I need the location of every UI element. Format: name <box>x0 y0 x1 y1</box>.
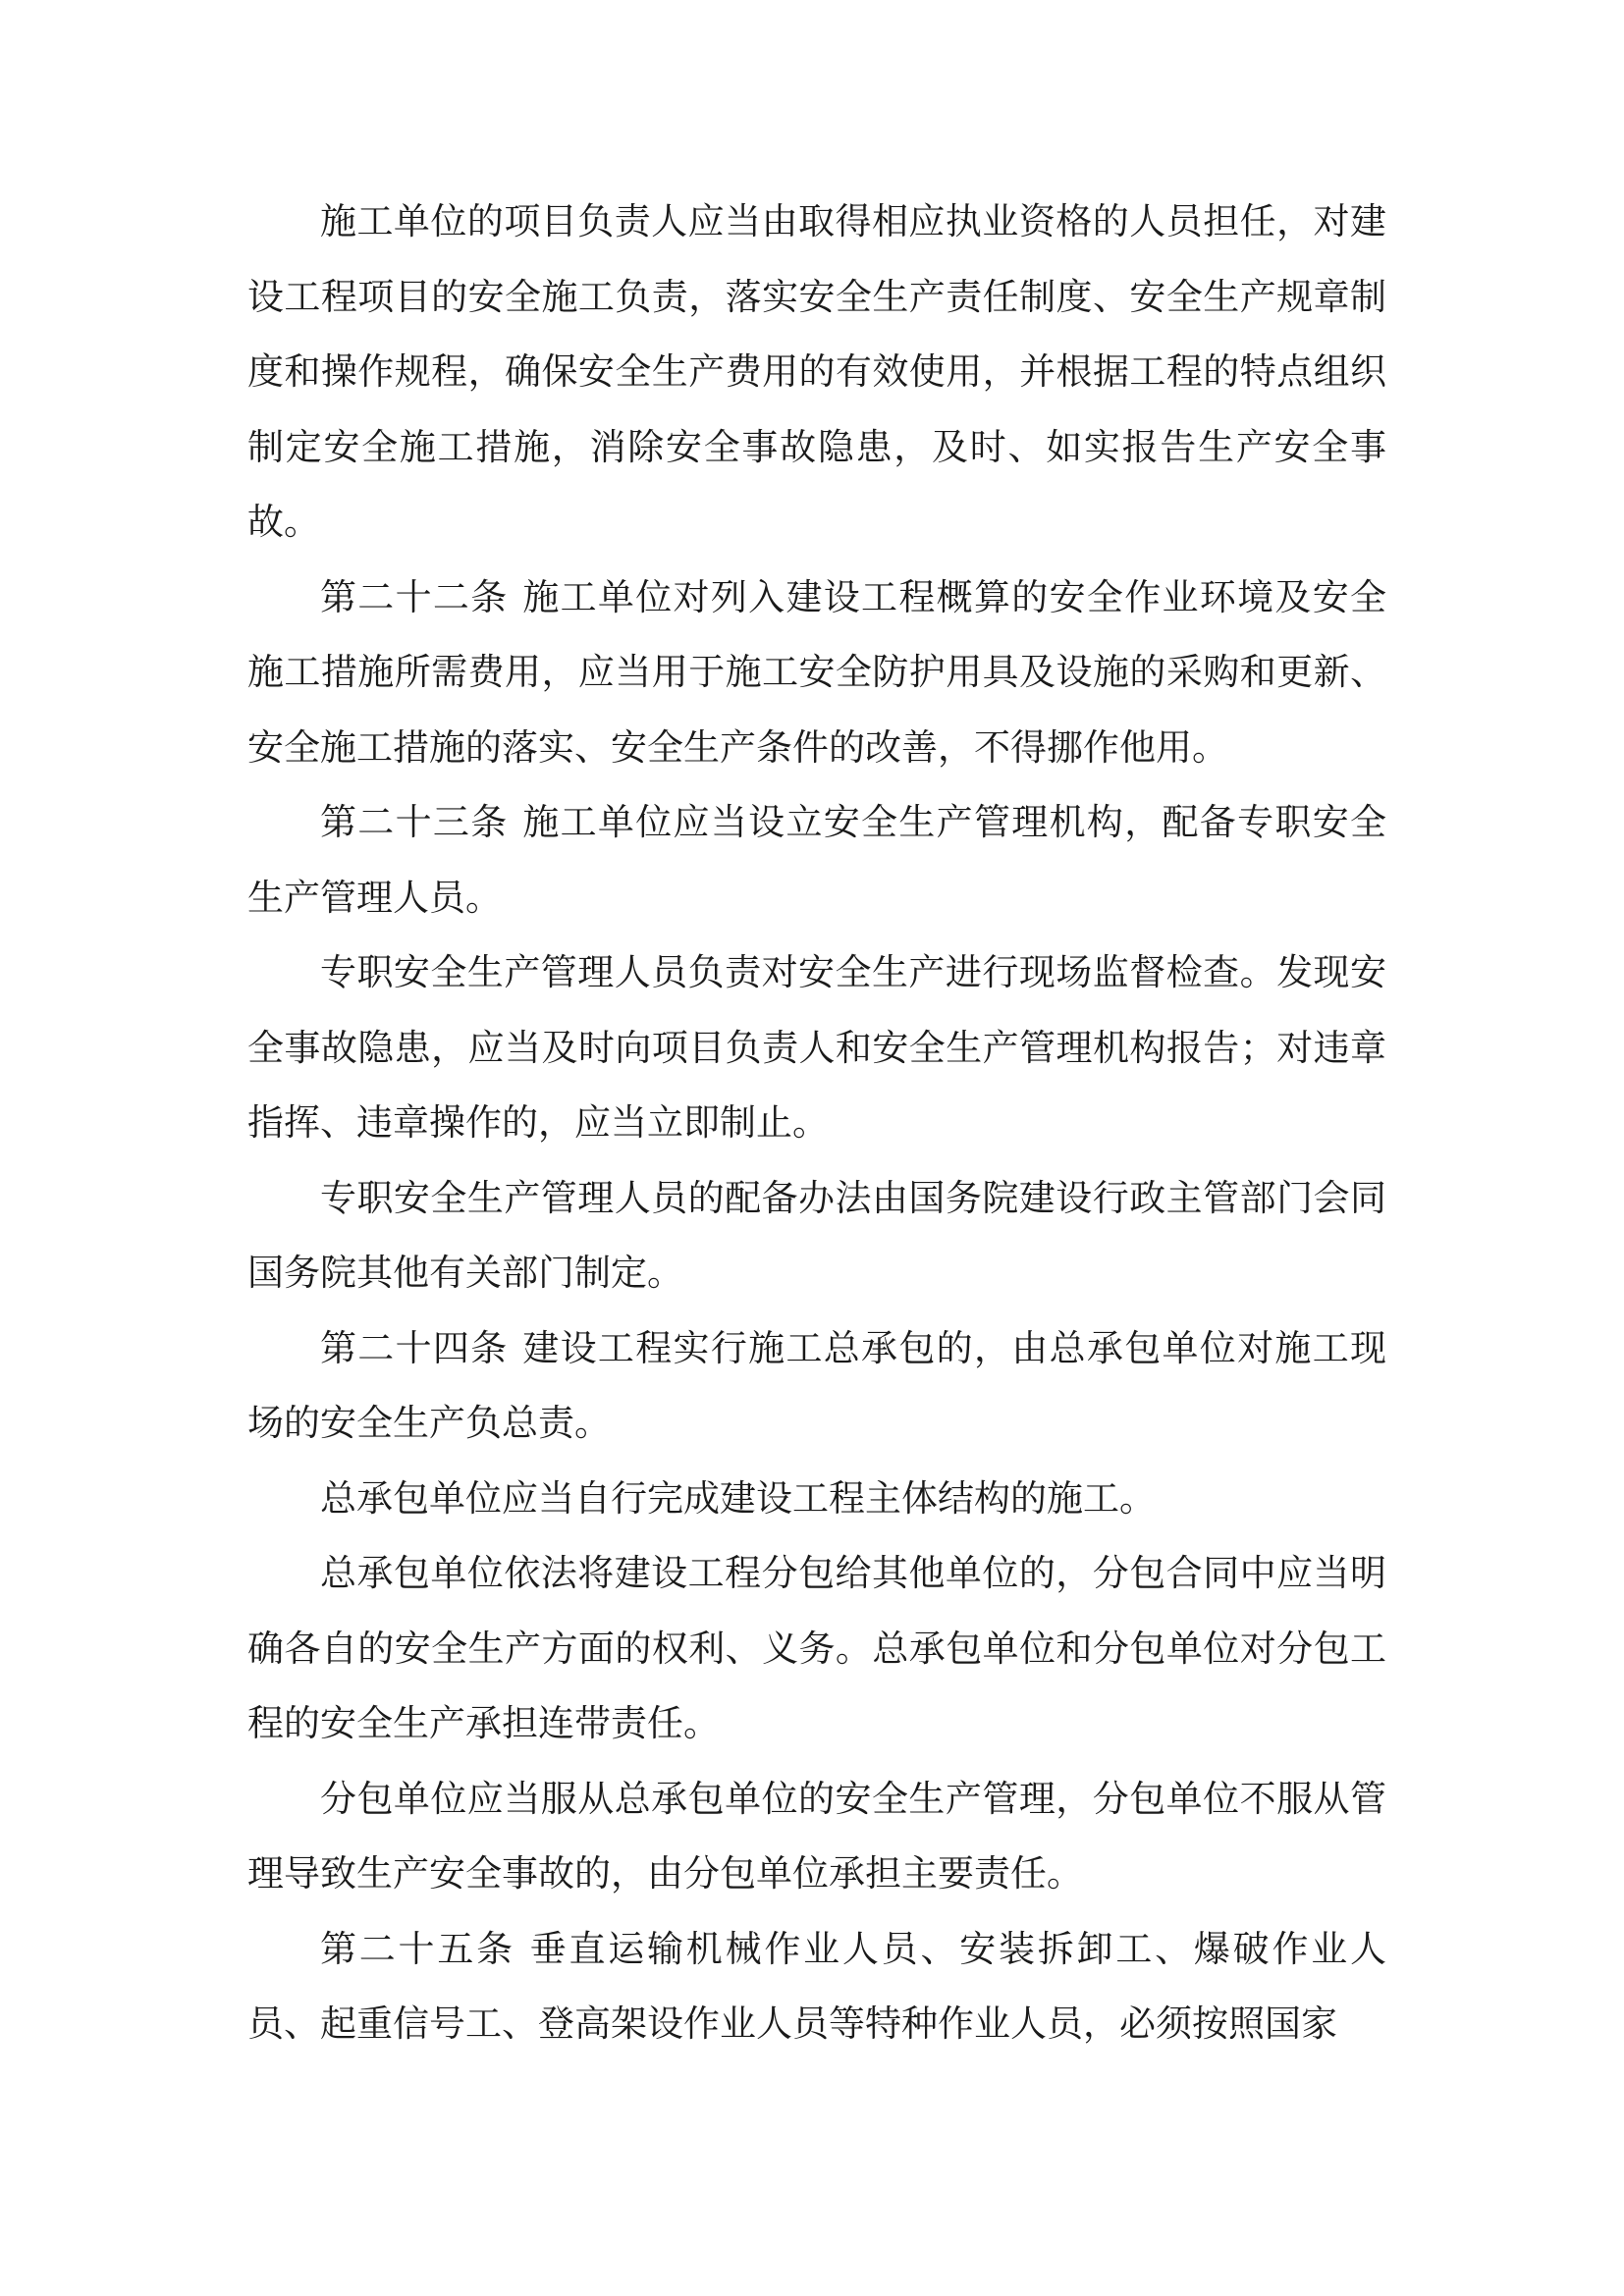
paragraph-8 <box>247 1536 1386 1762</box>
paragraph-text: 施工单位应当设立安全生产管理机构，配备专职安全生产管理人员。 <box>247 801 1387 919</box>
paragraph-text: 施工单位对列入建设工程概算的安全作业环境及安全施工措施所需费用，应当用于施工安全防护用具及设施的采购和更新、安全施工措施的落实、安全生产条件的改善，不得挪作他用。 <box>247 575 1387 769</box>
paragraph-3 <box>247 785 1386 935</box>
paragraph-text: 施工单位的项目负责人应当由取得相应执业资格的人员担任，对建设工程项目的安全施工负责，落实安全生产责任制度、安全生产规章制度和操作规程，确保安全生产费用的有效使用，并根据工程的特点组织制定安全施工措施，消除安全事故隐患，及时、如实报告生产安全事故。 <box>247 200 1386 543</box>
paragraph-4 <box>247 935 1386 1161</box>
paragraph-5 <box>247 1161 1386 1311</box>
paragraph-text: 分包单位应当服从总承包单位的安全生产管理，分包单位不服从管理导致生产安全事故的，由分包单位承担主要责任。 <box>247 1777 1386 1895</box>
paragraph-7 <box>247 1462 1386 1537</box>
paragraph-2 <box>247 561 1386 786</box>
article-number: 第二十四条 <box>320 1326 509 1369</box>
paragraph-1 <box>247 185 1386 561</box>
paragraph-text: 垂直运输机械作业人员、安装拆卸工、爆破作业人员、起重信号工、登高架设作业人员等特种作业人员，必须按照国家 <box>247 1927 1387 2045</box>
paragraph-text: 专职安全生产管理人员负责对安全生产进行现场监督检查。发现安全事故隐患，应当及时向项目负责人和安全生产管理机构报告；对违章指挥、违章操作的，应当立即制止。 <box>247 951 1386 1144</box>
document-page <box>247 185 1386 2062</box>
paragraph-9 <box>247 1762 1386 1912</box>
paragraph-text: 总承包单位应当自行完成建设工程主体结构的施工。 <box>320 1476 1156 1520</box>
paragraph-text: 总承包单位依法将建设工程分包给其他单位的，分包合同中应当明确各自的安全生产方面的权利、义务。总承包单位和分包单位对分包工程的安全生产承担连带责任。 <box>247 1552 1386 1744</box>
paragraph-text: 建设工程实行施工总承包的，由总承包单位对施工现场的安全生产负总责。 <box>247 1326 1387 1444</box>
article-number: 第二十三条 <box>320 801 509 843</box>
paragraph-6 <box>247 1311 1386 1462</box>
paragraph-text: 专职安全生产管理人员的配备办法由国务院建设行政主管部门会同国务院其他有关部门制定。 <box>247 1176 1386 1294</box>
article-number: 第二十五条 <box>320 1927 515 1970</box>
paragraph-10 <box>247 1912 1386 2062</box>
article-number: 第二十二条 <box>320 575 509 618</box>
